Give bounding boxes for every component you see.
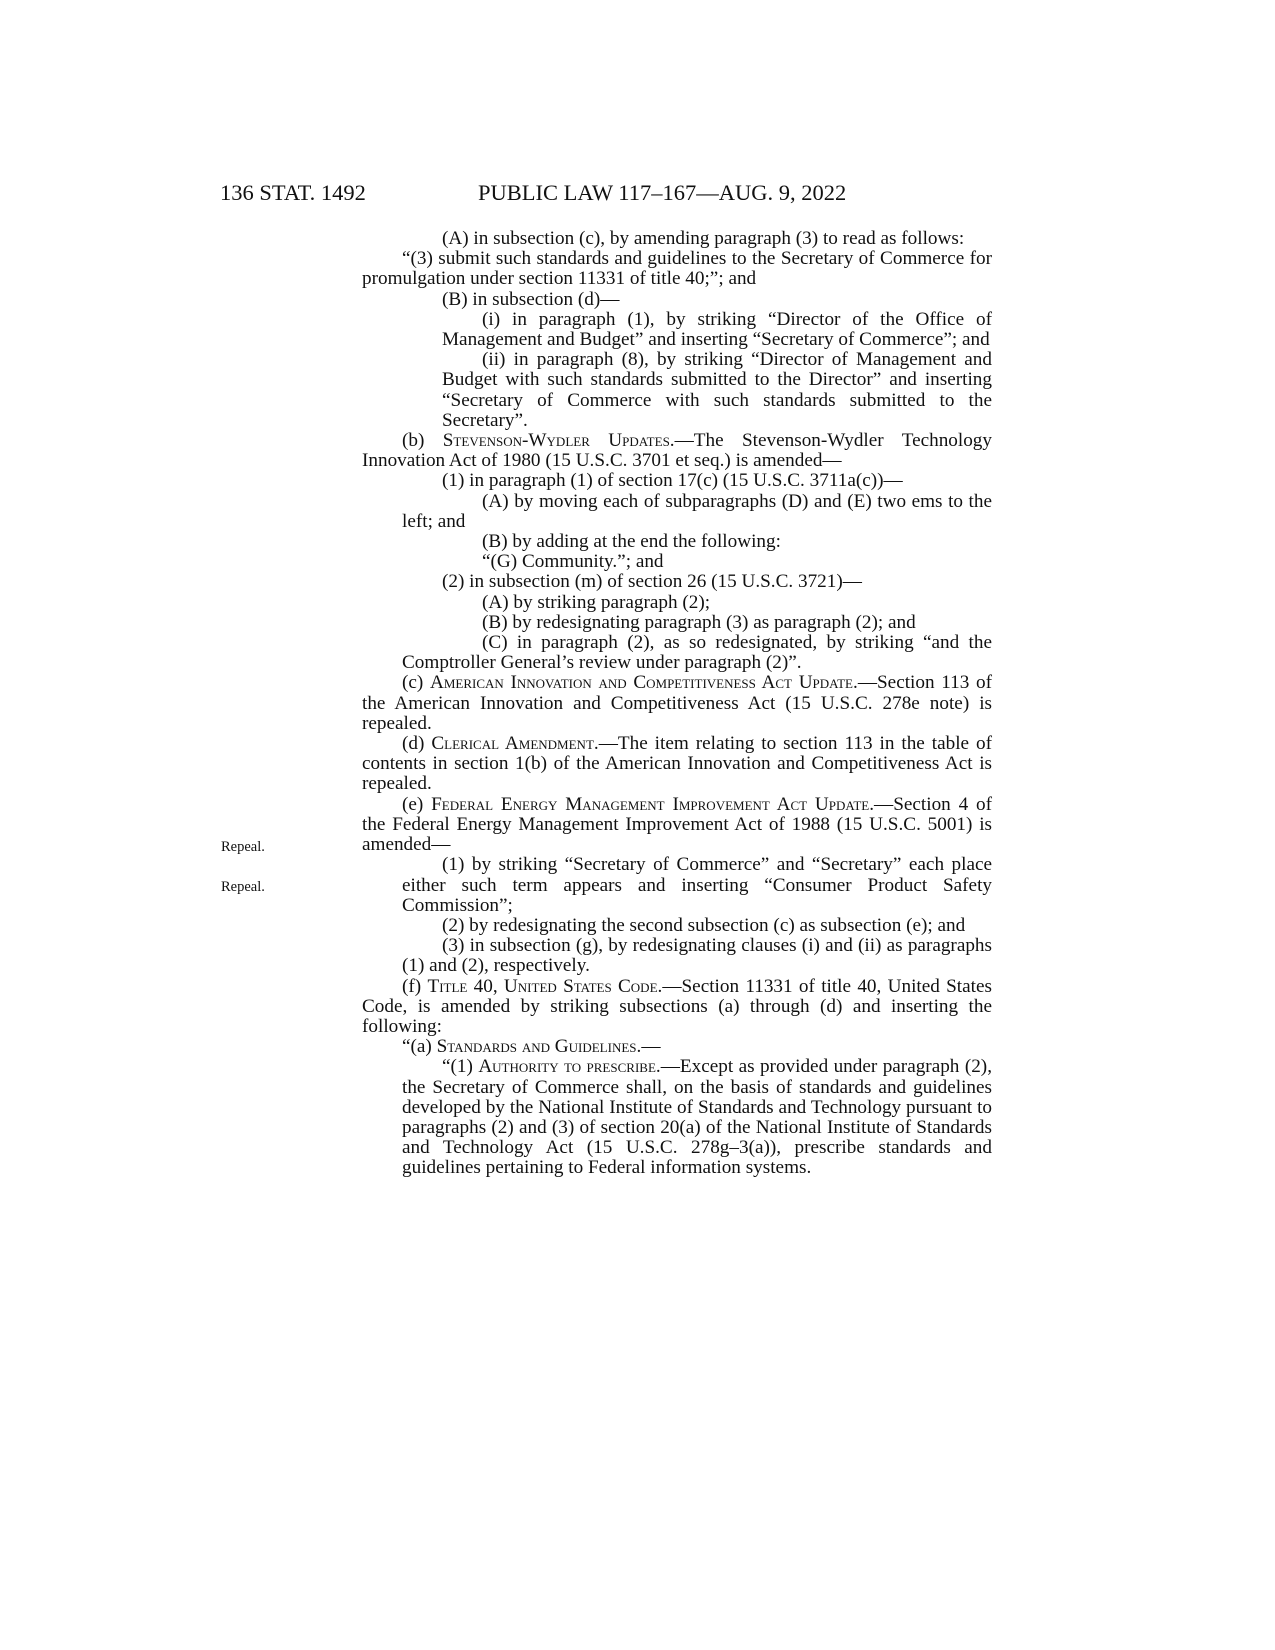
subsection-heading: Standards and Guidelines. (436, 1036, 642, 1058)
running-head: PUBLIC LAW 117–167—AUG. 9, 2022 (478, 180, 847, 205)
clause-C-striking-comptroller: (C) in paragraph (2), as so redesignated, by striking “and the Comptroller General’s review under paragraph (2)”. (402, 632, 992, 674)
subsection-text: —The Stevenson-Wydler Technology Innovation Act of 1980 (15 U.S.C. 3701 et seq.) is amended— (362, 430, 992, 472)
subsection-d-clerical-amendment (362, 734, 992, 795)
paragraph-heading: Authority to prescribe. (478, 1056, 661, 1078)
paragraph-2-redesignating-subsection: (2) by redesignating the second subsection (c) as subsection (e); and (442, 914, 966, 936)
clause-B-redesignating: (B) by redesignating paragraph (3) as paragraph (2); and (482, 611, 916, 633)
subsection-f-title-40 (362, 977, 992, 1038)
paragraph-3-redesignating-clauses: (3) in subsection (g), by redesignating clauses (i) and (ii) as paragraphs (1) and (2), respectively. (402, 935, 992, 977)
subsection-label: (e) (402, 793, 432, 815)
subsection-label: (f) (402, 975, 428, 997)
subsection-text: — (641, 1036, 661, 1058)
subsection-e-federal-energy (362, 795, 992, 856)
page-reference: 136 STAT. 1492 (220, 180, 366, 205)
subsection-heading: Federal Energy Management Improvement Act Update. (431, 793, 875, 815)
subsection-label: (d) (402, 733, 432, 755)
paragraph-1-striking-secretary: (1) by striking “Secretary of Commerce” and “Secretary” each place either such term appears and inserting “Consumer Product Safety Commission”; (402, 854, 992, 916)
subsection-c-american-innovation (362, 673, 992, 734)
quoted-paragraph-1-authority (362, 1057, 992, 1178)
statute-body (362, 229, 992, 1179)
paragraph-text: —Except as provided under paragraph (2), the Secretary of Commerce shall, on the basis of standards and guidelines developed by the National Institute of Standards and Technology pursuant to paragraphs (2) and (3) of section 20(a) of the National Institute of Standards and Technology Act (15 U.S.C. 278g–3(a)), prescribe standards and guidelines pertaining to Federal information systems. (402, 1056, 992, 1179)
subsection-label: (c) (402, 672, 430, 694)
quoted-paragraph-3: “(3) submit such standards and guidelines to the Secretary of Commerce for promulgation under section 11331 of title 40;”; and (362, 248, 992, 290)
quoted-G-community: “(G) Community.”; and (482, 551, 664, 573)
margin-note-repeal: Repeal. (221, 879, 265, 895)
subsection-text: —The item relating to section 113 in the table of contents in section 1(b) of the American Innovation and Competitiveness Act is repealed. (362, 733, 993, 795)
subsection-text: —Section 113 of the American Innovation and Competitiveness Act (15 U.S.C. 278e note) is repealed. (362, 672, 992, 734)
quoted-subsection-a-standards (362, 1037, 992, 1057)
subsection-heading: Title 40, United States Code. (427, 975, 663, 997)
subsection-text: —Section 4 of the Federal Energy Management Improvement Act of 1988 (15 U.S.C. 5001) is amended— (362, 793, 993, 856)
paragraph-label: “(1) (442, 1056, 479, 1078)
subsection-text: —Section 11331 of title 40, United States Code, is amended by striking subsections (a) through (d) and inserting the following: (362, 975, 992, 1037)
clause-i-paragraph-1: (i) in paragraph (1), by striking “Director of the Office of Management and Budget” and inserting “Secretary of Commerce”; and (442, 308, 992, 351)
clause-B-subsection-d: (B) in subsection (d)— (442, 288, 620, 310)
clause-A-subsection-c: (A) in subsection (c), by amending paragraph (3) to read as follows: (442, 228, 965, 249)
subsection-heading: Clerical Amendment. (431, 733, 599, 755)
subsection-heading: Stevenson-Wydler Updates. (442, 430, 675, 452)
clause-A-striking-paragraph-2: (A) by striking paragraph (2); (482, 591, 711, 613)
subsection-label: (b) (402, 430, 443, 452)
margin-note-repeal: Repeal. (221, 839, 265, 855)
clause-ii-paragraph-8: (ii) in paragraph (8), by striking “Director of Management and Budget with such standards submitted to the Director” and inserting “Secretary of Commerce with such standards submitted to the Secretary”. (442, 349, 992, 431)
subsection-b-stevenson-wydler (362, 431, 992, 471)
subsection-label: “(a) (402, 1036, 437, 1058)
clause-A-moving-subparagraphs: (A) by moving each of subparagraphs (D) and (E) two ems to the left; and (402, 490, 992, 532)
paragraph-2-section-26: (2) in subsection (m) of section 26 (15 U.S.C. 3721)— (442, 571, 862, 593)
subsection-heading: American Innovation and Competitiveness Act Update. (430, 672, 858, 694)
paragraph-1-section-17c: (1) in paragraph (1) of section 17(c) (15 U.S.C. 3711a(c))— (442, 470, 903, 492)
clause-B-adding-at-end: (B) by adding at the end the following: (482, 531, 781, 553)
